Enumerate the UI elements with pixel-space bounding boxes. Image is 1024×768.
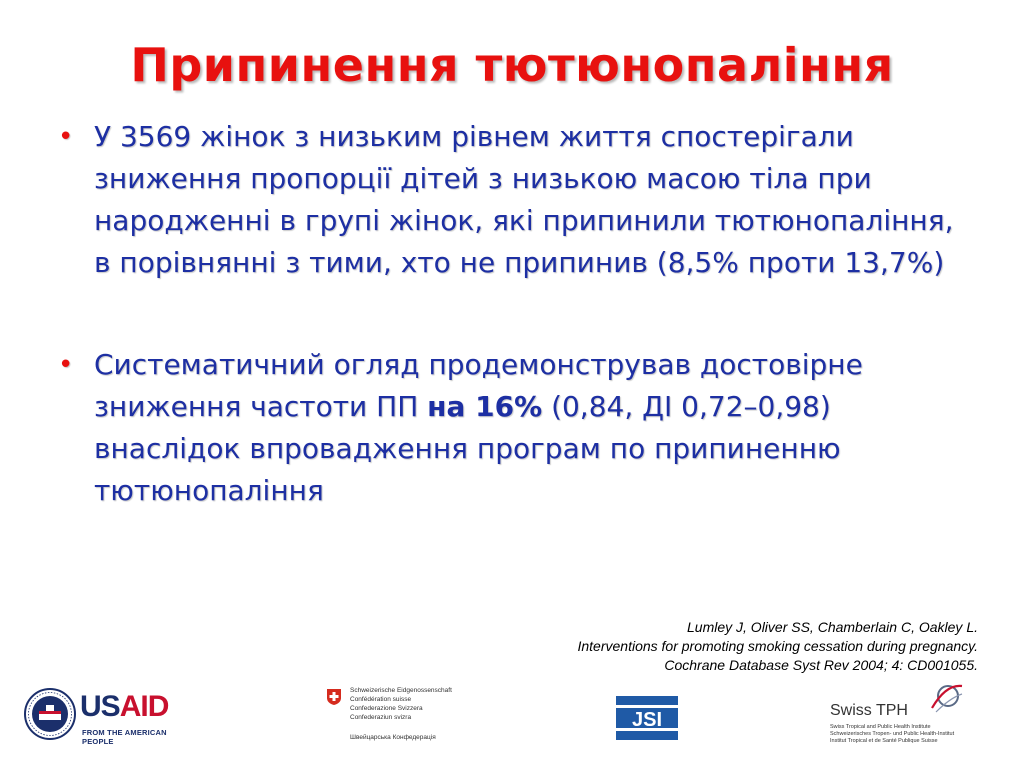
usaid-tagline: FROM THE AMERICAN PEOPLE [82,728,167,746]
swiss-text-block [350,686,452,722]
swiss-line-fr: Confédération suisse [350,696,412,703]
citation-source: Cochrane Database Syst Rev 2004; 4: CD001055. [664,657,978,673]
citation-authors: Lumley J, Oliver SS, Chamberlain C, Oakley L. [687,619,978,635]
jsi-logo-text: JSI [631,709,663,731]
bullet-item [56,116,956,284]
swiss-tph-line-de: Schweizerisches Tropen- und Public Health-Institut [830,731,955,737]
bullet-dot-icon: • [58,350,74,380]
bullet-list [56,116,956,512]
bullet-text-after: (0,84, ДІ 0,72–0,98) внаслідок впровадження програм по припиненню тютюнопаління [94,390,841,507]
swiss-tph-text-block [830,724,954,745]
bullet-text: У 3569 жінок з низьким рівнем життя спостерігали зниження пропорції дітей з низькою масою тіла при народженні в групі жінок, які припинили тютюнопаління, в порівнянні з тими, хто не припинив (8,5% проти 13,7%) [94,120,954,279]
bullet-text-before: Систематичний огляд продемонстрував достовірне зниження частоти ПП [94,348,863,423]
bullet-item [56,344,956,512]
swiss-confederation-logo [326,686,466,746]
swiss-tph-line-fr: Institut Tropical et de Santé Publique Suisse [830,738,938,744]
swiss-flag-icon [326,688,342,706]
swiss-line-ua: Швейцарська Конфедерація [350,734,436,741]
citation-title: Interventions for promoting smoking cessation during pregnancy. [577,638,978,654]
swiss-line-it: Confederazione Svizzera [350,705,423,712]
citation [577,618,978,675]
swiss-tph-logo [830,680,980,752]
bullet-dot-icon: • [58,122,74,152]
jsi-logo [616,696,678,740]
swiss-tph-line-en: Swiss Tropical and Public Health Institute [830,724,931,730]
jsi-logo-icon [616,696,678,740]
swiss-line-de: Schweizerische Eidgenossenschaft [350,687,452,694]
usaid-logo [24,684,196,748]
bullet-text-bold: на 16% [427,390,543,423]
swiss-tph-name: Swiss TPH [830,702,908,719]
usaid-seal-icon [24,688,76,740]
swiss-line-rm: Confederaziun svizra [350,714,412,721]
slide-title: Припинення тютюнопаління [130,38,894,92]
usaid-wordmark: USAID [80,690,169,723]
swiss-tph-emblem-icon [926,680,966,716]
